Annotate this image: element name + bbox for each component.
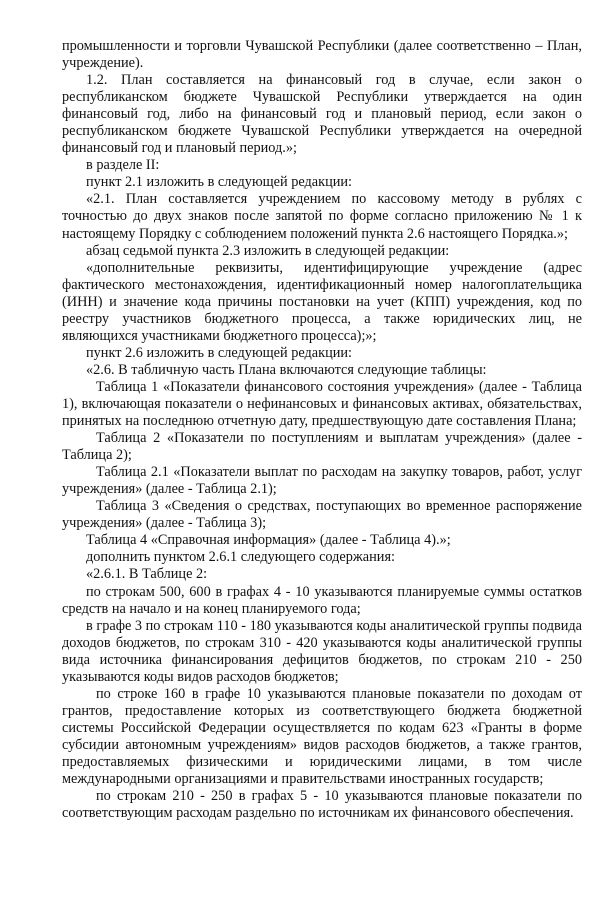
paragraph-continuation: промышленности и торговли Чувашской Республики (далее соответственно – План, учреждение). xyxy=(62,38,582,72)
paragraph-rows-210-250: по строкам 210 - 250 в графах 5 - 10 указываются плановые показатели по соответствующим расходам раздельно по источникам их финансового обеспечения. xyxy=(62,788,582,822)
paragraph-rows-500-600: по строкам 500, 600 в графах 4 - 10 указываются планируемые суммы остатков средств на начало и на конец планируемого года; xyxy=(62,583,582,617)
paragraph-table-4: Таблица 4 «Справочная информация» (далее - Таблица 4).»; xyxy=(86,532,451,549)
document-body xyxy=(62,38,582,822)
paragraph-column-3-codes: в графе 3 по строкам 110 - 180 указываются коды аналитической группы подвида доходов бюджетов, по строкам 310 - 420 указываются коды аналитической группы вида источника финансирования дефицитов бюджетов, по строкам 210 - 250 указываются коды видов расходов бюджетов; xyxy=(62,617,582,685)
paragraph-table-1: Таблица 1 «Показатели финансового состояния учреждения» (далее - Таблица 1), включающая показатели о нефинансовых и финансовых активах, обязательствах, принятых на последнюю отчетную дату, предшествующую дате составления Плана; xyxy=(62,378,582,430)
paragraph-table-2: Таблица 2 «Показатели по поступлениям и выплатам учреждения» (далее - Таблица 2); xyxy=(62,430,582,464)
paragraph-point-2-3-intro: абзац седьмой пункта 2.3 изложить в следующей редакции: xyxy=(86,242,450,259)
paragraph-table-3: Таблица 3 «Сведения о средствах, поступающих во временное распоряжение учреждения» (далее - Таблица 3); xyxy=(62,498,582,532)
paragraph-point-2-6-1-intro: дополнить пунктом 2.6.1 следующего содержания: xyxy=(86,549,395,566)
paragraph-section-2: в разделе II: xyxy=(86,157,160,174)
paragraph-point-2-6-intro: пункт 2.6 изложить в следующей редакции: xyxy=(86,344,353,361)
paragraph-point-2-6-1: «2.6.1. В Таблице 2: xyxy=(86,566,208,583)
paragraph-row-160: по строке 160 в графе 10 указываются плановые показатели по доходам от грантов, предоставление которых из соответствующего бюджета бюджетной системы Российской Федерации осуществляется по кодам 623 «Гранты в форме субсидии автономным учреждениям» видов расходов бюджетов, а также грантов, предоставляемых физическими и юридическими лицами, в том числе международными организациями и правительствами иностранных государств; xyxy=(62,685,582,788)
paragraph-point-2-1-intro: пункт 2.1 изложить в следующей редакции: xyxy=(86,174,353,191)
paragraph-1-2: 1.2. План составляется на финансовый год в случае, если закон о республиканском бюджете Чувашской Республики утверждается на один финансовый год, либо на финансовый год и плановый период, если закон о республиканском бюджете Чувашской Республики утверждается на очередной финансовый год и плановый период.»; xyxy=(62,72,582,157)
paragraph-point-2-1: «2.1. План составляется учреждением по кассовому методу в рублях с точностью до двух знаков после запятой по форме согласно приложению № 1 к настоящему Порядку с соблюдением положений пункта 2.6 настоящего Порядка.»; xyxy=(62,191,582,242)
paragraph-table-2-1: Таблица 2.1 «Показатели выплат по расходам на закупку товаров, работ, услуг учреждения» (далее - Таблица 2.1); xyxy=(62,464,582,498)
paragraph-requisites: «дополнительные реквизиты, идентифицирующие учреждение (адрес фактического местонахождения, идентификационный номер налогоплательщика (ИНН) и значение кода причины постановки на учет (КПП) учреждения, код по реестру участников бюджетного процесса, а также юридических лиц, не являющихся участниками бюджетного процесса);»; xyxy=(62,259,582,344)
paragraph-point-2-6: «2.6. В табличную часть Плана включаются следующие таблицы: xyxy=(86,361,487,378)
